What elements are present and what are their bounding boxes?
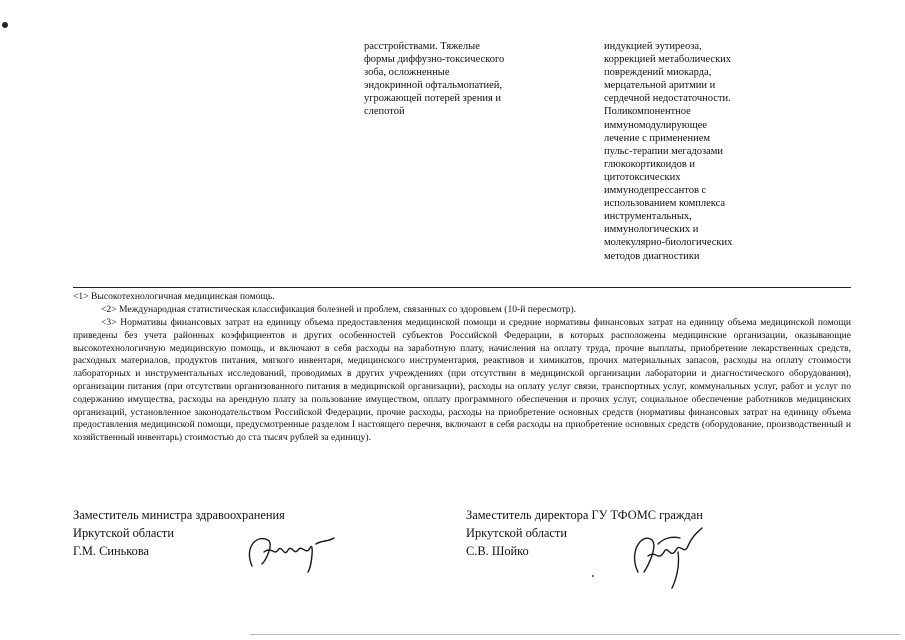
signer-name: С.В. Шойко <box>466 544 529 558</box>
footnote-1: <1> Высокотехнологичная медицинская помощь. <box>73 291 275 302</box>
signer-region: Иркутской области <box>466 526 567 540</box>
signer-title: Заместитель министра здравоохранения <box>73 508 285 522</box>
footnote-separator <box>73 287 851 288</box>
table-cell-condition: расстройствами. Тяжелые формы диффузно-токсического зоба, осложненные эндокринной офтальмопатией, угрожающей потерей зрения и слепотой <box>364 41 505 118</box>
scan-mark <box>2 22 8 28</box>
scan-speck <box>592 575 594 577</box>
signer-region: Иркутской области <box>73 526 174 540</box>
signer-title: Заместитель директора ГУ ТФОМС граждан <box>466 508 703 522</box>
handwritten-signature-right <box>618 522 718 592</box>
signer-name: Г.М. Синькова <box>73 544 150 558</box>
page-edge-line <box>250 634 900 635</box>
footnote-3: <3> Нормативы финансовых затрат на единицу объема предоставления медицинской помощи и средние нормативы финансовых затрат на единицу объема медицинской помощи приведены без учета районных коэффициентов и других особенностей субъектов Российской Федерации, в которых расположены медицинские организации, оказывающие высокотехнологичную медицинскую помощь, и включают в себя расходы на заработную плату, начисления на оплату труда, прочие выплаты, приобретение лекарственных средств, расходных материалов, продуктов питания, мягкого инвентаря, медицинского инструментария, реактивов и химикатов, прочих материальных запасов, расходы на оплату стоимости лабораторных и инструментальных исследований, проводимых в других учреждениях (при отсутствии в медицинской организации лаборатории и диагностического оборудования), организации питания (при отсутствии организованного питания в медицинской организации), расходы на оплату услуг связи, транспортных услуг, коммунальных услуг, работ и услуг по содержанию имущества, расходы на арендную плату за пользование имуществом, оплату программного обеспечения и прочих услуг, социальное обеспечение работников медицинских организаций, установленное законодательством Российской Федерации, прочие расходы, расходы на приобретение основных средств (нормативы финансовых затрат на единицу объема предоставления медицинской помощи, предусмотренные разделом I настоящего перечня, включают в себя расходы на приобретение основных средств (оборудование, производственный и хозяйственный инвентарь) стоимостью до ста тысяч рублей за единицу). <box>73 317 851 444</box>
footnote-2: <2> Международная статистическая классификация болезней и проблем, связанных со здоровьем (10-й пересмотр). <box>101 304 577 315</box>
handwritten-signature-left <box>238 526 348 576</box>
table-cell-treatment: индукцией эутиреоза, коррекцией метаболических повреждений миокарда, мерцательной аритмии и сердечной недостаточности. Поликомпонентное иммуномодулирующее лечение с применением пульс-терапии мегадозами глюкокортикоидов и цитотоксических иммунодепрессантов с использованием комплекса инструментальных, иммунологических и молекулярно-биологических методов диагностики <box>604 41 733 262</box>
